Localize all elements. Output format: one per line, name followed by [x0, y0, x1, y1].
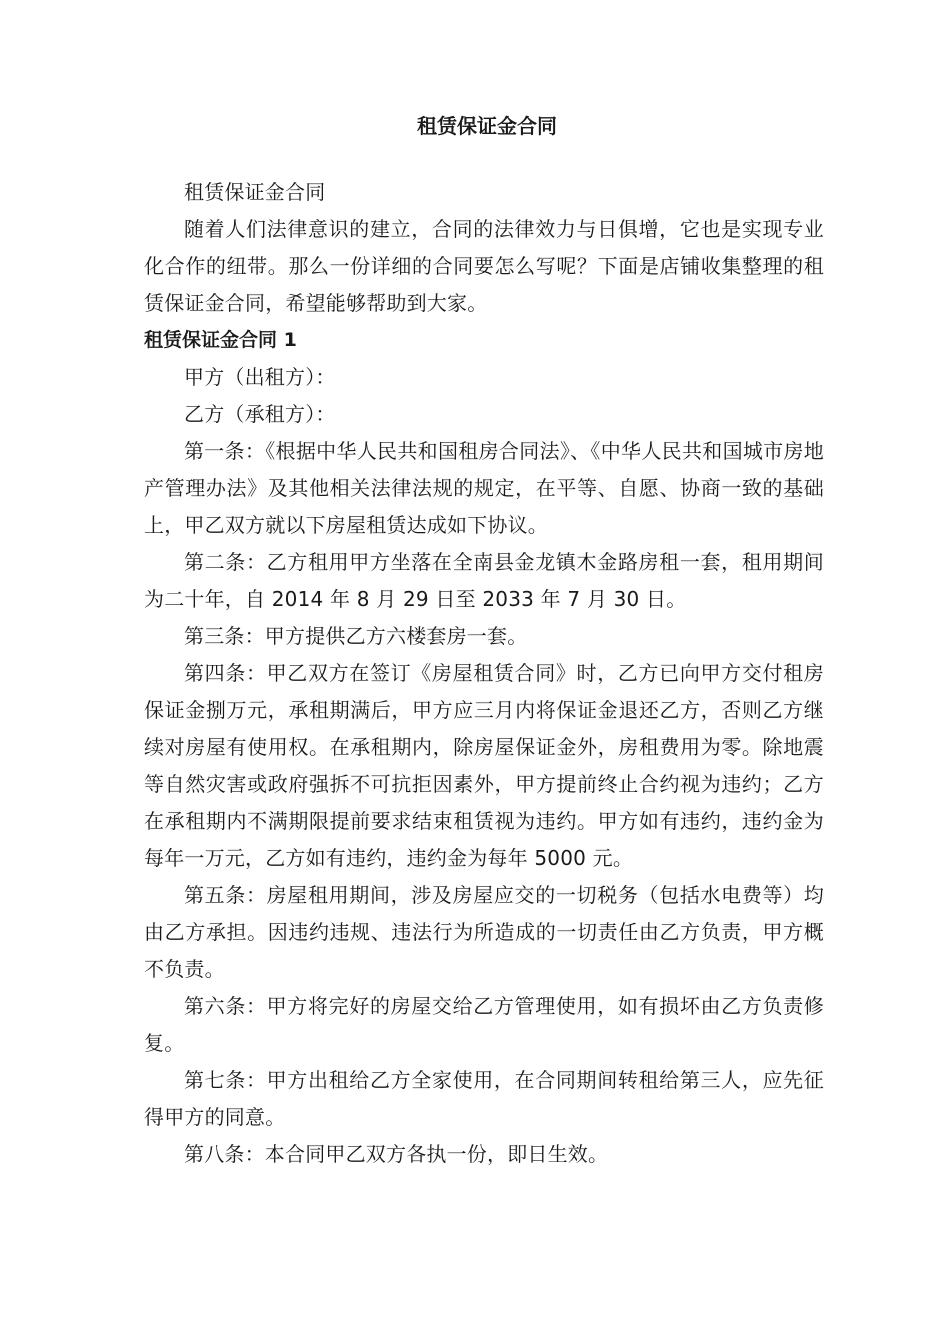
clause-3: 第三条：甲方提供乙方六楼套房一套。 — [184, 624, 528, 648]
intro-paragraph: 随着人们法律意识的建立，合同的法律效力与日俱增，它也是实现专业化合作的纽带。那么一份详细的合同要怎么写呢？下面是店铺收集整理的租赁保证金合同，希望能够帮助到大家。 — [144, 217, 824, 315]
clause-4: 第四条：甲乙双方在签订《房屋租赁合同》时，乙方已向甲方交付租房保证金捌万元，承租期满后，甲方应三月内将保证金退还乙方，否则乙方继续对房屋有使用权。在承租期内，除房屋保证金外，房租费用为零。除地震等自然灾害或政府强拆不可抗拒因素外，甲方提前终止合约视为违约；乙方在承租期内不满期限提前要求结束租赁视为违约。甲方如有违约，违约金为每年一万元，乙方如有违约，违约金为每年 5000 元。 — [144, 661, 824, 870]
clause-8: 第八条：本合同甲乙双方各执一份，即日生效。 — [184, 1142, 609, 1166]
clause-6: 第六条：甲方将完好的房屋交给乙方管理使用，如有损坏由乙方负责修复。 — [144, 994, 824, 1055]
party-a-line: 甲方（出租方）： — [184, 365, 336, 389]
clause-7: 第七条：甲方出租给乙方全家使用，在合同期间转租给第三人，应先征得甲方的同意。 — [144, 1068, 824, 1129]
section-heading: 租赁保证金合同 1 — [144, 329, 297, 351]
party-b-line: 乙方（承租方）： — [184, 402, 336, 426]
clause-5: 第五条：房屋租用期间，涉及房屋应交的一切税务（包括水电费等）均由乙方承担。因违约违规、违法行为所造成的一切责任由乙方负责，甲方概不负责。 — [144, 883, 824, 981]
intro-subtitle: 租赁保证金合同 — [184, 180, 326, 204]
clause-1: 第一条：《根据中华人民共和国租房合同法》、《中华人民共和国城市房地产管理办法》及其他相关法律法规的规定，在平等、自愿、协商一致的基础上，甲乙双方就以下房屋租赁达成如下协议。 — [144, 439, 824, 537]
document-title: 租赁保证金合同 — [417, 114, 557, 138]
clause-2: 第二条：乙方租用甲方坐落在全南县金龙镇木金路房租一套，租用期间为二十年，自 2014 年 8 月 29 日至 2033 年 7 月 30 日。 — [144, 550, 824, 611]
